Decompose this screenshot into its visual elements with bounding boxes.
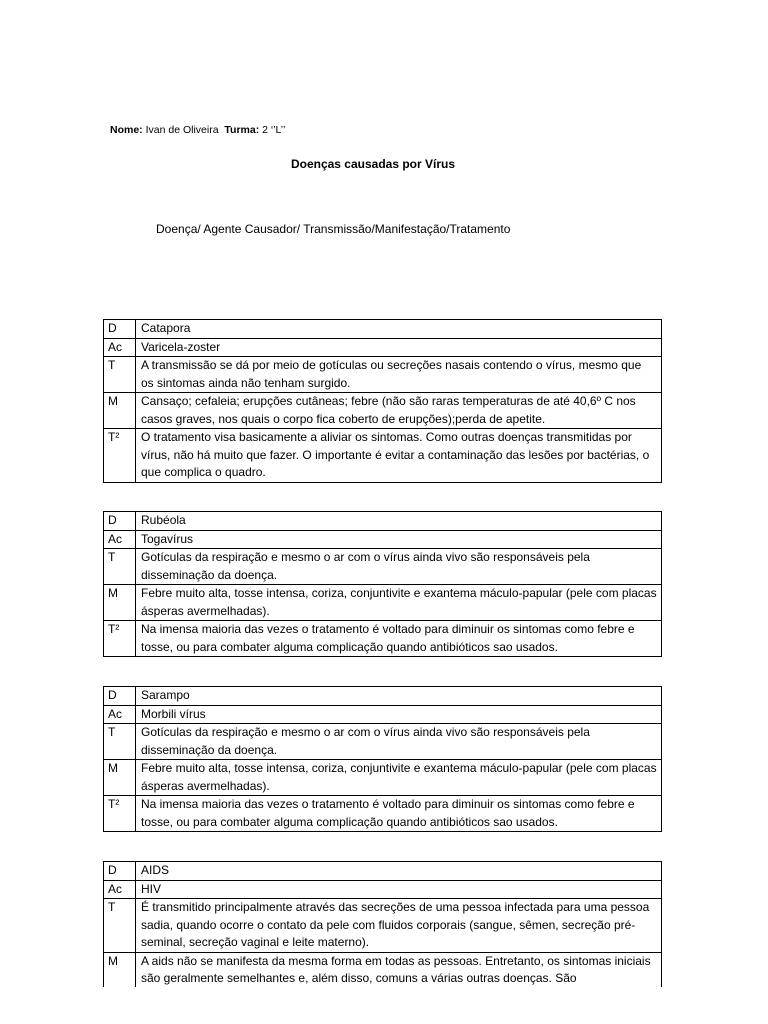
row-code: Ac [104, 530, 136, 549]
table-row [104, 549, 662, 585]
table-row [104, 705, 662, 724]
row-text: Varicela-zoster [136, 338, 662, 357]
document-title: Doenças causadas por Vírus [290, 157, 456, 171]
table-row [104, 585, 662, 621]
row-text: Febre muito alta, tosse intensa, coriza, conjuntivite e exantema máculo-papular (pele com placas ásperas avermelhadas). [136, 760, 662, 796]
row-text: HIV [136, 880, 662, 899]
row-text: Na imensa maioria das vezes o tratamento é voltado para diminuir os sintomas como febre e tosse, ou para combater alguma complicação quando antibióticos sao usados. [136, 621, 662, 657]
table-row [104, 687, 662, 706]
row-code: T² [104, 796, 136, 832]
row-text: O tratamento visa basicamente a aliviar os sintomas. Como outras doenças transmitidas por vírus, não há muito que fazer. O importante é evitar a contaminação das lesões por bactérias, o que complica o quadro. [136, 429, 662, 483]
table-row [104, 338, 662, 357]
row-code: M [104, 760, 136, 796]
table-row [104, 862, 662, 881]
document-subtitle: Doença/ Agente Causador/ Transmissão/Manifestação/Tratamento [156, 222, 511, 236]
row-code: T [104, 549, 136, 585]
row-code: M [104, 393, 136, 429]
row-code: T [104, 899, 136, 953]
row-text: Sarampo [136, 687, 662, 706]
row-code: M [104, 585, 136, 621]
row-text: AIDS [136, 862, 662, 881]
row-text: Gotículas da respiração e mesmo o ar com o vírus ainda vivo são responsáveis pela disseminação da doença. [136, 724, 662, 760]
row-text: Rubéola [136, 512, 662, 531]
table-row [104, 512, 662, 531]
row-text: A aids não se manifesta da mesma forma em todas as pessoas. Entretanto, os sintomas iniciais são geralmente semelhantes e, além disso, comuns a várias outras doenças. São [136, 952, 662, 987]
name-label: Nome: [110, 124, 143, 136]
table-row [104, 357, 662, 393]
disease-table-catapora [103, 319, 662, 483]
table-row [104, 760, 662, 796]
row-text: Febre muito alta, tosse intensa, coriza, conjuntivite e exantema máculo-papular (pele com placas ásperas avermelhadas). [136, 585, 662, 621]
row-code: D [104, 862, 136, 881]
table-row [104, 952, 662, 987]
row-code: M [104, 952, 136, 987]
student-name: Ivan de Oliveira [145, 124, 219, 136]
row-code: T² [104, 429, 136, 483]
row-code: D [104, 320, 136, 339]
row-code: Ac [104, 338, 136, 357]
table-row [104, 899, 662, 953]
class-value: 2 ‘’L’’ [262, 124, 286, 136]
row-text: A transmissão se dá por meio de gotículas ou secreções nasais contendo o vírus, mesmo que os sintomas ainda não tenham surgido. [136, 357, 662, 393]
student-header [110, 124, 285, 136]
row-text: Togavírus [136, 530, 662, 549]
table-row [104, 530, 662, 549]
row-text: Na imensa maioria das vezes o tratamento é voltado para diminuir os sintomas como febre e tosse, ou para combater alguma complicação quando antibióticos sao usados. [136, 796, 662, 832]
row-text: Morbili vírus [136, 705, 662, 724]
class-label: Turma: [224, 124, 260, 136]
disease-table-rubeola [103, 511, 662, 657]
row-text: Gotículas da respiração e mesmo o ar com o vírus ainda vivo são responsáveis pela disseminação da doença. [136, 549, 662, 585]
row-text: Cansaço; cefaleia; erupções cutâneas; febre (não são raras temperaturas de até 40,6º C nos casos graves, nos quais o corpo fica coberto de erupções);perda de apetite. [136, 393, 662, 429]
table-row [104, 621, 662, 657]
row-code: T [104, 724, 136, 760]
table-row [104, 796, 662, 832]
disease-table-sarampo [103, 686, 662, 832]
row-text: É transmitido principalmente através das secreções de uma pessoa infectada para uma pessoa sadia, quando ocorre o contato da pele com fluidos corporais (sangue, sêmen, secreção pré-seminal, secreção vaginal e leite materno). [136, 899, 662, 953]
row-code: D [104, 512, 136, 531]
row-text: Catapora [136, 320, 662, 339]
row-code: Ac [104, 880, 136, 899]
table-row [104, 393, 662, 429]
row-code: Ac [104, 705, 136, 724]
row-code: D [104, 687, 136, 706]
table-row [104, 429, 662, 483]
table-row [104, 724, 662, 760]
table-row [104, 320, 662, 339]
table-row [104, 880, 662, 899]
disease-table-aids [103, 861, 662, 987]
row-code: T [104, 357, 136, 393]
row-code: T² [104, 621, 136, 657]
